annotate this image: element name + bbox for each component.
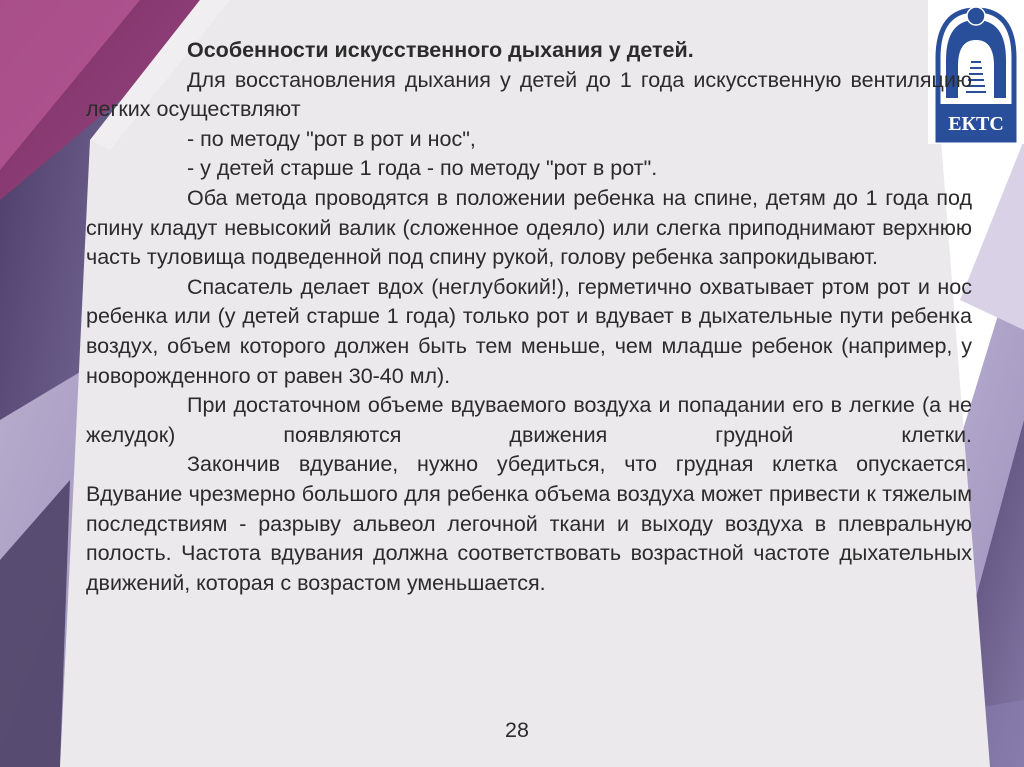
slide-body [86, 36, 972, 598]
emblem-icon [967, 7, 985, 25]
bullet-mouth-nose: - по методу "рот в рот и нос", [187, 126, 476, 151]
slide-title: Особенности искусственного дыхания у детей. [187, 38, 694, 62]
page-number: 28 [505, 718, 529, 742]
logo-text: ЕКТС [948, 113, 1004, 135]
paragraph-intro: Для восстановления дыхания у детей до 1 года искусственную вентиляцию легких осуществляют [86, 67, 972, 122]
paragraph-finish: Закончив вдувание, нужно убедиться, что грудная клетка опускается. Вдувание чрезмерно большого для ребенка объема воздуха может привести к тяжелым последствиям - разрыву альвеол легочной ткани и выходу воздуха в плевральную полость. Частота вдувания должна соответствовать возрастной частоте дыхательных движений, которая с возрастом уменьшается. [86, 452, 972, 595]
paragraph-position: Оба метода проводятся в положении ребенка на спине, детям до 1 года под спину кладут невысокий валик (сложенное одеяло) или слегка приподнимают верхнюю часть туловища подведенной под спину рукой, голову ребенка запрокидывают. [86, 185, 972, 270]
paragraph-rescuer: Спасатель делает вдох (неглубокий!), герметично охватывает ртом рот и нос ребенка или (у детей старше 1 года) только рот и вдувает в дыхательные пути ребенка воздух, объем которого должен быть тем меньше, чем младше ребенок (например, у новорожденного от равен 30-40 мл). [86, 274, 972, 388]
bullet-mouth-mouth: - у детей старше 1 года - по методу "рот в рот". [187, 156, 658, 181]
paragraph-volume: При достаточном объеме вдуваемого воздуха и попадании его в легкие (а не желудок) появляются движения грудной клетки. [86, 393, 972, 447]
